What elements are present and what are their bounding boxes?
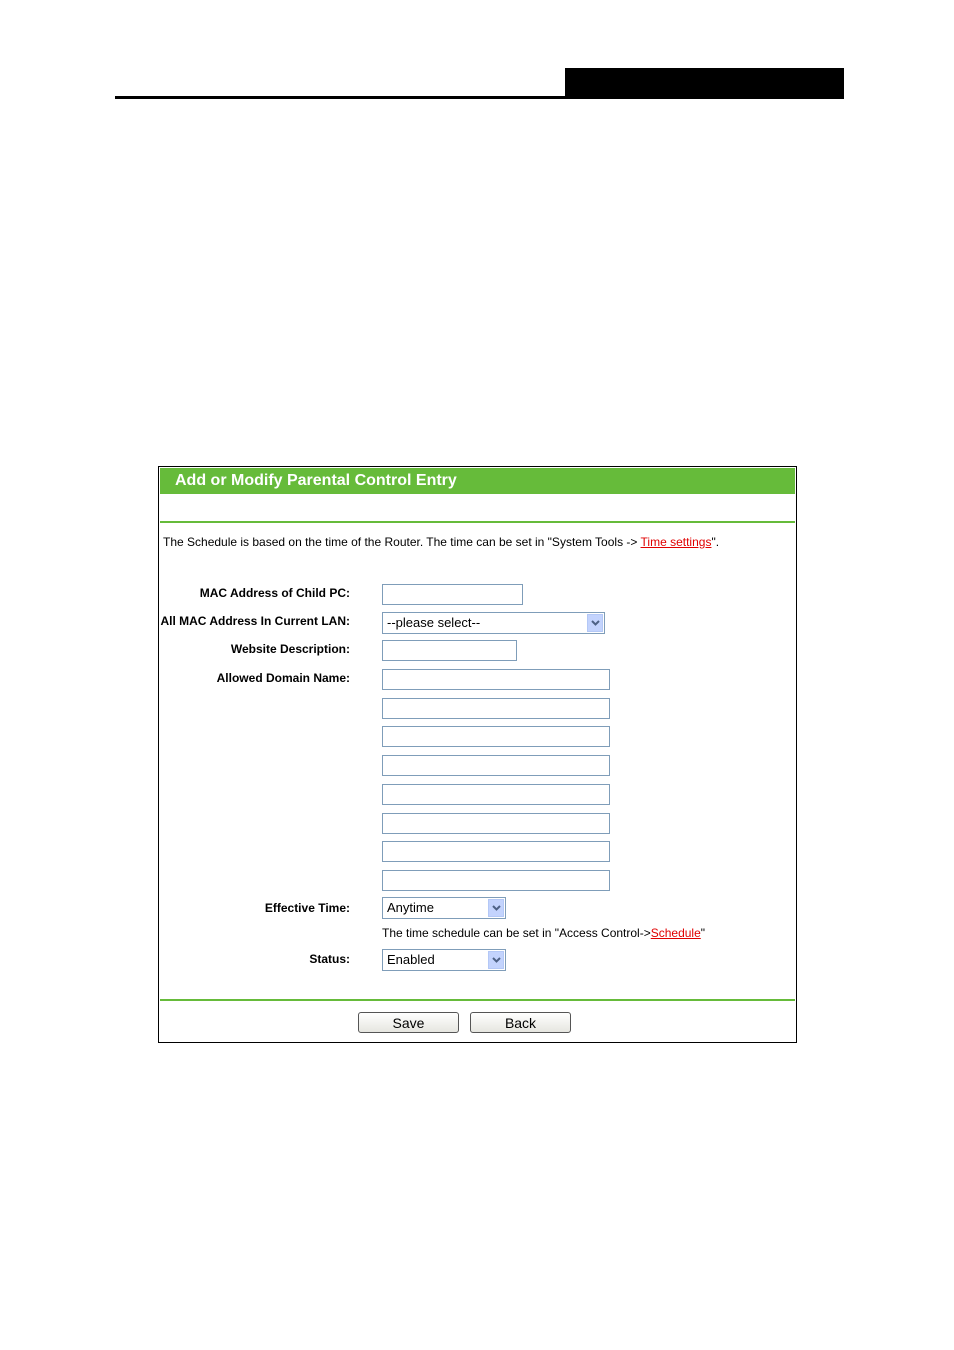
time-settings-link[interactable]: Time settings — [640, 535, 712, 549]
status-label: Status: — [309, 952, 350, 966]
effective-time-label: Effective Time: — [264, 901, 350, 915]
all-mac-label: All MAC Address In Current LAN: — [160, 614, 350, 628]
allowed-domain-label: Allowed Domain Name: — [216, 671, 350, 685]
schedule-hint-suffix: " — [700, 926, 706, 940]
effective-time-select-value: Anytime — [387, 900, 434, 915]
status-select-value: Enabled — [387, 952, 435, 967]
schedule-link[interactable]: Schedule — [650, 926, 701, 940]
schedule-hint — [382, 926, 705, 940]
chevron-down-icon[interactable] — [488, 951, 504, 969]
doc-header-rule — [115, 96, 844, 99]
panel-title: Add or Modify Parental Control Entry — [160, 468, 795, 494]
doc-header-tab — [565, 68, 844, 99]
allowed-domain-input-7[interactable] — [382, 841, 610, 862]
mac-address-label: MAC Address of Child PC: — [199, 586, 350, 600]
title-divider — [160, 521, 795, 523]
allowed-domain-input-3[interactable] — [382, 726, 610, 747]
schedule-note-suffix: ". — [711, 535, 720, 549]
website-description-label: Website Description: — [230, 642, 350, 656]
website-description-input[interactable] — [382, 640, 517, 661]
schedule-hint-prefix: The time schedule can be set in "Access Control-> — [382, 926, 651, 940]
schedule-note-prefix: The Schedule is based on the time of the Router. The time can be set in "System Tools -> — [163, 535, 641, 549]
allowed-domain-input-2[interactable] — [382, 698, 610, 719]
allowed-domain-input-8[interactable] — [382, 870, 610, 891]
chevron-down-icon[interactable] — [587, 614, 603, 632]
all-mac-select-value: --please select-- — [387, 615, 481, 630]
all-mac-select[interactable] — [382, 612, 605, 634]
mac-address-input[interactable] — [382, 584, 523, 605]
allowed-domain-input-4[interactable] — [382, 755, 610, 776]
effective-time-select[interactable] — [382, 897, 506, 919]
back-button[interactable]: Back — [470, 1012, 571, 1033]
save-button[interactable]: Save — [358, 1012, 459, 1033]
status-select[interactable] — [382, 949, 506, 971]
schedule-note — [163, 535, 719, 549]
parental-control-panel — [158, 466, 797, 1043]
chevron-down-icon[interactable] — [488, 899, 504, 917]
allowed-domain-input-5[interactable] — [382, 784, 610, 805]
footer-divider — [160, 999, 795, 1001]
allowed-domain-input-1[interactable] — [382, 669, 610, 690]
allowed-domain-input-6[interactable] — [382, 813, 610, 834]
